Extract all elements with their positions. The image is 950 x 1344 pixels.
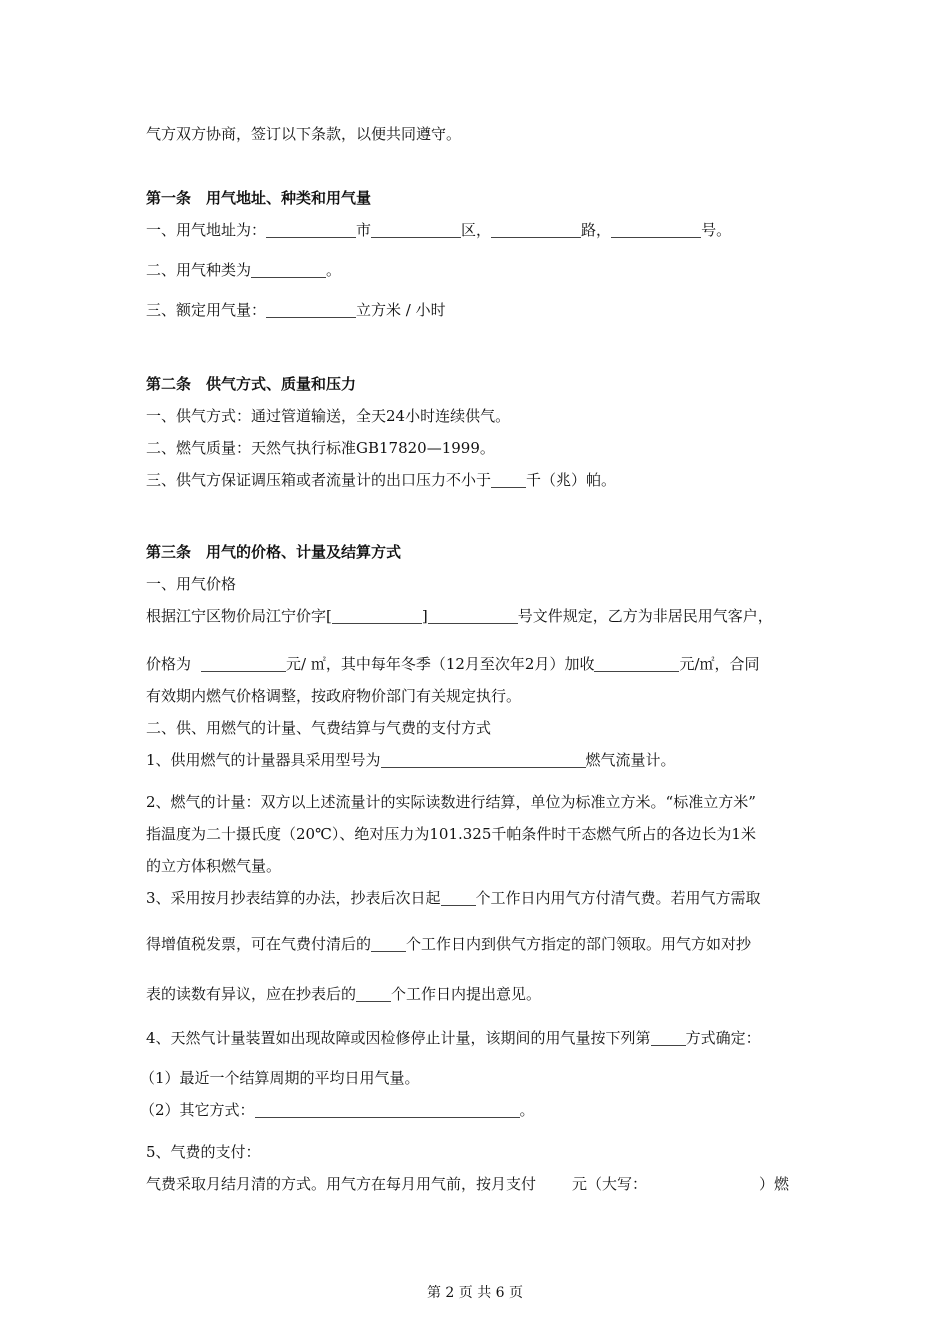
article-2-title: 第二条 供气方式、质量和压力 xyxy=(146,375,357,393)
art3-fault-option-2: （2）其它方式： 。 xyxy=(140,1101,535,1119)
art3-price-adjust-line: 有效期内燃气价格调整，按政府物价部门有关规定执行。 xyxy=(146,687,522,705)
blank-gas-type[interactable] xyxy=(251,263,326,278)
article-3-title: 第三条 用气的价格、计量及结算方式 xyxy=(146,543,402,561)
art3-price-basis-line: 根据江宁区物价局江宁价字[ ] 号文件规定，乙方为非居民用气客户， xyxy=(146,607,773,625)
blank-doc-number[interactable] xyxy=(428,609,518,624)
blank-district[interactable] xyxy=(371,223,461,238)
art3-measure-line-2: 指温度为二十摄氏度（20℃）、绝对压力为101.325千帕条件时干态燃气所占的各边长为1米 xyxy=(146,825,756,843)
art1-gas-type-line: 二、用气种类为 。 xyxy=(146,261,342,279)
art3-billing-line-2: 得增值税发票，可在气费付清后的 个工作日内到供气方指定的部门领取。用气方如对抄 xyxy=(146,935,752,953)
art3-section-1: 一、用气价格 xyxy=(146,575,237,593)
art3-billing-line-3: 表的读数有异议，应在抄表后的 个工作日内提出意见。 xyxy=(146,985,542,1003)
art3-fault-line: 4、天然气计量装置如出现故障或因检修停止计量，该期间的用气量按下列第 方式确定： xyxy=(146,1029,761,1047)
art1-address-line: 一、用气地址为： 市 区， 路， 号。 xyxy=(146,221,732,239)
blank-city[interactable] xyxy=(266,223,356,238)
art3-price-line: 价格为 元/ ㎡，其中每年冬季（12月至次年2月）加收 元/㎡，合同 xyxy=(146,655,760,673)
intro-text: 气方双方协商，签订以下条款，以便共同遵守。 xyxy=(146,125,462,143)
art3-payment-line: 气费采取月结月清的方式。用气方在每月用气前，按月支付 元（大写： ）燃 xyxy=(146,1175,790,1193)
art3-fault-option-1: （1）最近一个结算周期的平均日用气量。 xyxy=(140,1069,420,1087)
art3-measure-line-3: 的立方体积燃气量。 xyxy=(146,857,282,875)
art1-volume-line: 三、额定用气量： 立方米 / 小时 xyxy=(146,301,446,319)
blank-rated-volume[interactable] xyxy=(266,303,356,318)
blank-meter-model[interactable] xyxy=(381,753,586,768)
blank-winter-surcharge[interactable] xyxy=(594,657,679,672)
blank-unit-price[interactable] xyxy=(201,657,286,672)
art3-measure-line-1: 2、燃气的计量：双方以上述流量计的实际读数进行结算，单位为标准立方米。“标准立方米” xyxy=(146,793,756,811)
blank-other-method[interactable] xyxy=(255,1103,520,1118)
blank-payment-days[interactable] xyxy=(441,891,476,906)
blank-invoice-days[interactable] xyxy=(371,937,406,952)
article-1-title: 第一条 用气地址、种类和用气量 xyxy=(146,189,372,207)
page-footer: 第 2 页 共 6 页 xyxy=(426,1285,524,1301)
blank-pressure[interactable] xyxy=(491,473,526,488)
art3-section-2: 二、供、用燃气的计量、气费结算与气费的支付方式 xyxy=(146,719,492,737)
art3-meter-line: 1、供用燃气的计量器具采用型号为 燃气流量计。 xyxy=(146,751,676,769)
art2-line-1: 一、供气方式：通过管道输送，全天24小时连续供气。 xyxy=(146,407,511,425)
blank-doc-year[interactable] xyxy=(332,609,422,624)
blank-number[interactable] xyxy=(611,223,701,238)
blank-fault-method[interactable] xyxy=(651,1031,686,1046)
blank-road[interactable] xyxy=(491,223,581,238)
art3-payment-title: 5、气费的支付： xyxy=(146,1143,261,1161)
art2-pressure-line: 三、供气方保证调压箱或者流量计的出口压力不小于 千（兆）帕。 xyxy=(146,471,617,489)
blank-objection-days[interactable] xyxy=(356,987,391,1002)
art3-billing-line-1: 3、采用按月抄表结算的办法，抄表后次日起 个工作日内用气方付清气费。若用气方需取 xyxy=(146,889,761,907)
art2-line-2: 二、燃气质量：天然气执行标准GB17820—1999。 xyxy=(146,439,495,457)
